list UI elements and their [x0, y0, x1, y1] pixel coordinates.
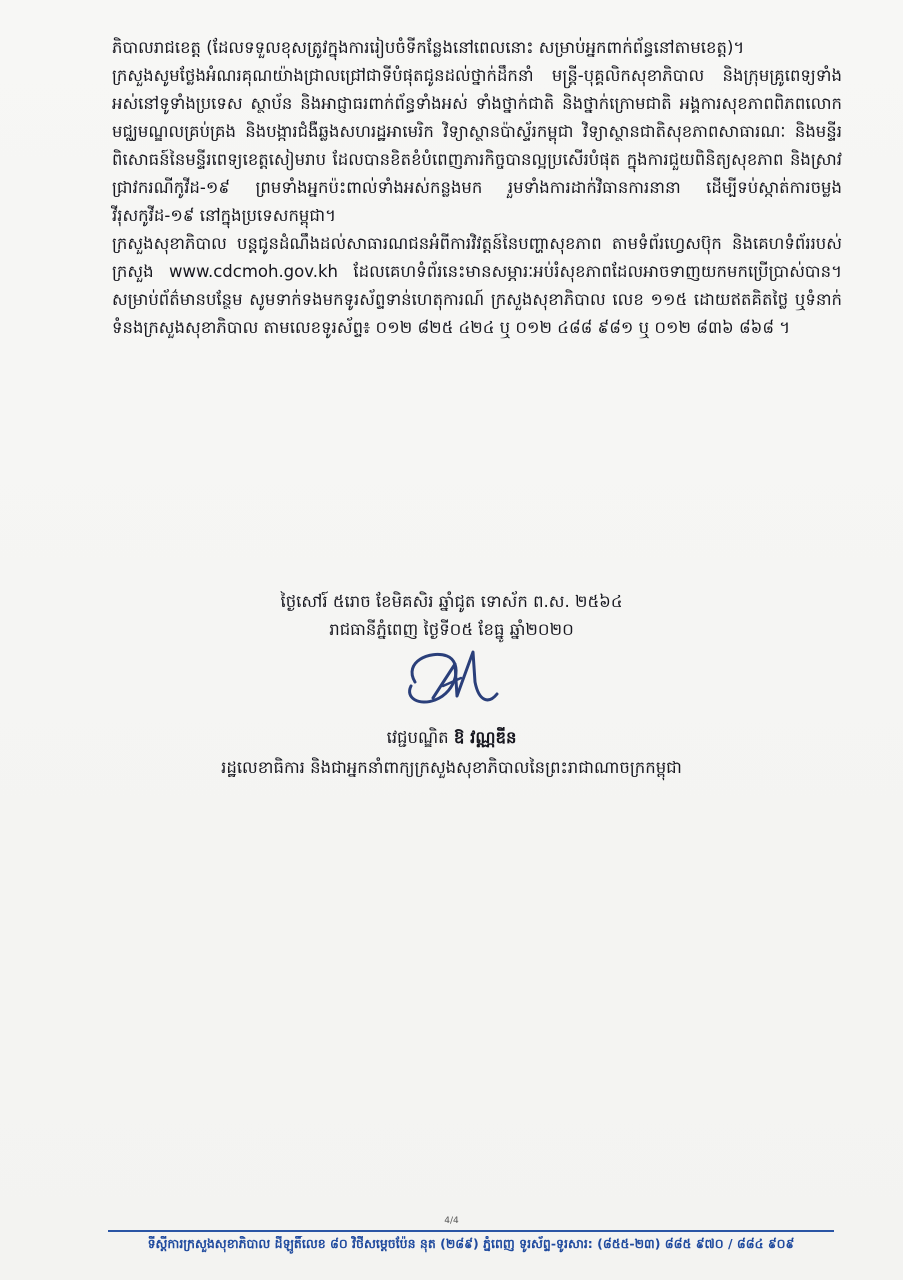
signer-name-line	[0, 724, 903, 752]
page-number: 4/4	[444, 1216, 459, 1226]
paragraph-1: ភិបាលរាជខេត្ត (ដែលទទួលខុសត្រូវក្នុងការរៀបចំទីកន្លែងនៅពេលនោះ សម្រាប់អ្នកពាក់ព័ន្ធនៅតាមខេត្ត)។	[112, 38, 745, 57]
paragraph-3: ក្រសួងសុខាភិបាល បន្តជូនដំណឹងដល់សាធារណជនអំពីការវិវត្តន៍នៃបញ្ហាសុខភាព តាមទំព័រហ្វេសប៊ុក និងគេហទំព័ររបស់ក្រសួង www.cdcmoh.gov.kh ដែលគេហទំព័រនេះមានសម្ភារៈអប់រំសុខភាពដែលអាចទាញយកមកប្រើប្រាស់បាន។ សម្រាប់ព័ត៌មានបន្ថែម សូមទាក់ទងមកទូរស័ព្ទទាន់ហេតុការណ៍ ក្រសួងសុខាភិបាល លេខ ១១៥ ដោយឥតគិតថ្លៃ ឬទំនាក់ទំនងក្រសួងសុខាភិបាល តាមលេខទូរស័ព្ទ៖ ០១២ ៨២៥ ៤២៤ ឬ ០១២ ៤៨៨ ៩៨១ ឬ ០១២ ៨៣៦ ៨៦៨ ។	[112, 234, 842, 337]
footer-divider	[108, 1230, 834, 1232]
footer-address: ទីស្តីការក្រសួងសុខាភិបាល ដីឡូតិ៍លេខ ៨០ វិថីសម្តេចប៉ែន នុត (២៨៩) ភ្នំពេញ ទូរស័ព្ទ-ទូរសារ: (៨៥៥-២៣) ៨៨៥ ៩៧០ / ៨៨៤ ៩០៩	[147, 1236, 795, 1251]
paragraph-2: ក្រសួងសូមថ្លែងអំណរគុណយ៉ាងជ្រាលជ្រៅជាទីបំផុតជូនដល់ថ្នាក់ដឹកនាំ មន្ត្រី-បុគ្គលិកសុខាភិបាល និងក្រុមគ្រូពេទ្យទាំងអស់នៅទូទាំងប្រទេស ស្ថាប័ន និងអាជ្ញាធរពាក់ព័ន្ធទាំងអស់ ទាំងថ្នាក់ជាតិ និងថ្នាក់ក្រោមជាតិ អង្គការសុខភាពពិភពលោក មជ្ឈមណ្ឌលគ្រប់គ្រង និងបង្ការជំងឺឆ្លងសហរដ្ឋអាមេរិក វិទ្យាស្ថានប៉ាស្ទ័រកម្ពុជា វិទ្យាស្ថានជាតិសុខភាពសាធារណៈ និងមន្ទីរពិសោធន៍នៃមន្ទីរពេទ្យខេត្តសៀមរាប ដែលបានខិតខំបំពេញភារកិច្ចបានល្អប្រសើរបំផុត ក្នុងការជួយពិនិត្យសុខភាព និងស្រាវជ្រាវករណីកូវីដ-១៩ ព្រមទាំងអ្នកប៉ះពាល់ទាំងអស់កន្លងមក រួមទាំងការដាក់វិធានការនានា ដើម្បីទប់ស្កាត់ការចម្លងវីរុសកូវីដ-១៩ នៅក្នុងប្រទេសកម្ពុជា។	[112, 66, 842, 225]
signer-prefix: វេជ្ជបណ្ឌិត	[386, 728, 449, 747]
date-solar: រាជធានីភ្នំពេញ ថ្ងៃទី០៥ ខែធ្នូ ឆ្នាំ២០២០	[329, 620, 574, 639]
document-body	[112, 34, 842, 342]
signer-title: រដ្ឋលេខាធិការ និងជាអ្នកនាំពាក្យក្រសួងសុខាភិបាលនៃព្រះរាជាណាចក្រកម្ពុជា	[221, 758, 682, 777]
signature-image	[385, 642, 525, 714]
date-lunar: ថ្ងៃសៅរ៍ ៥រោច ខែមិគសិរ ឆ្នាំជូត ទោស័ក ព.ស. ២៥៦៤	[280, 592, 623, 611]
signer-name: ឱ វណ្ណឌីន	[453, 728, 517, 747]
